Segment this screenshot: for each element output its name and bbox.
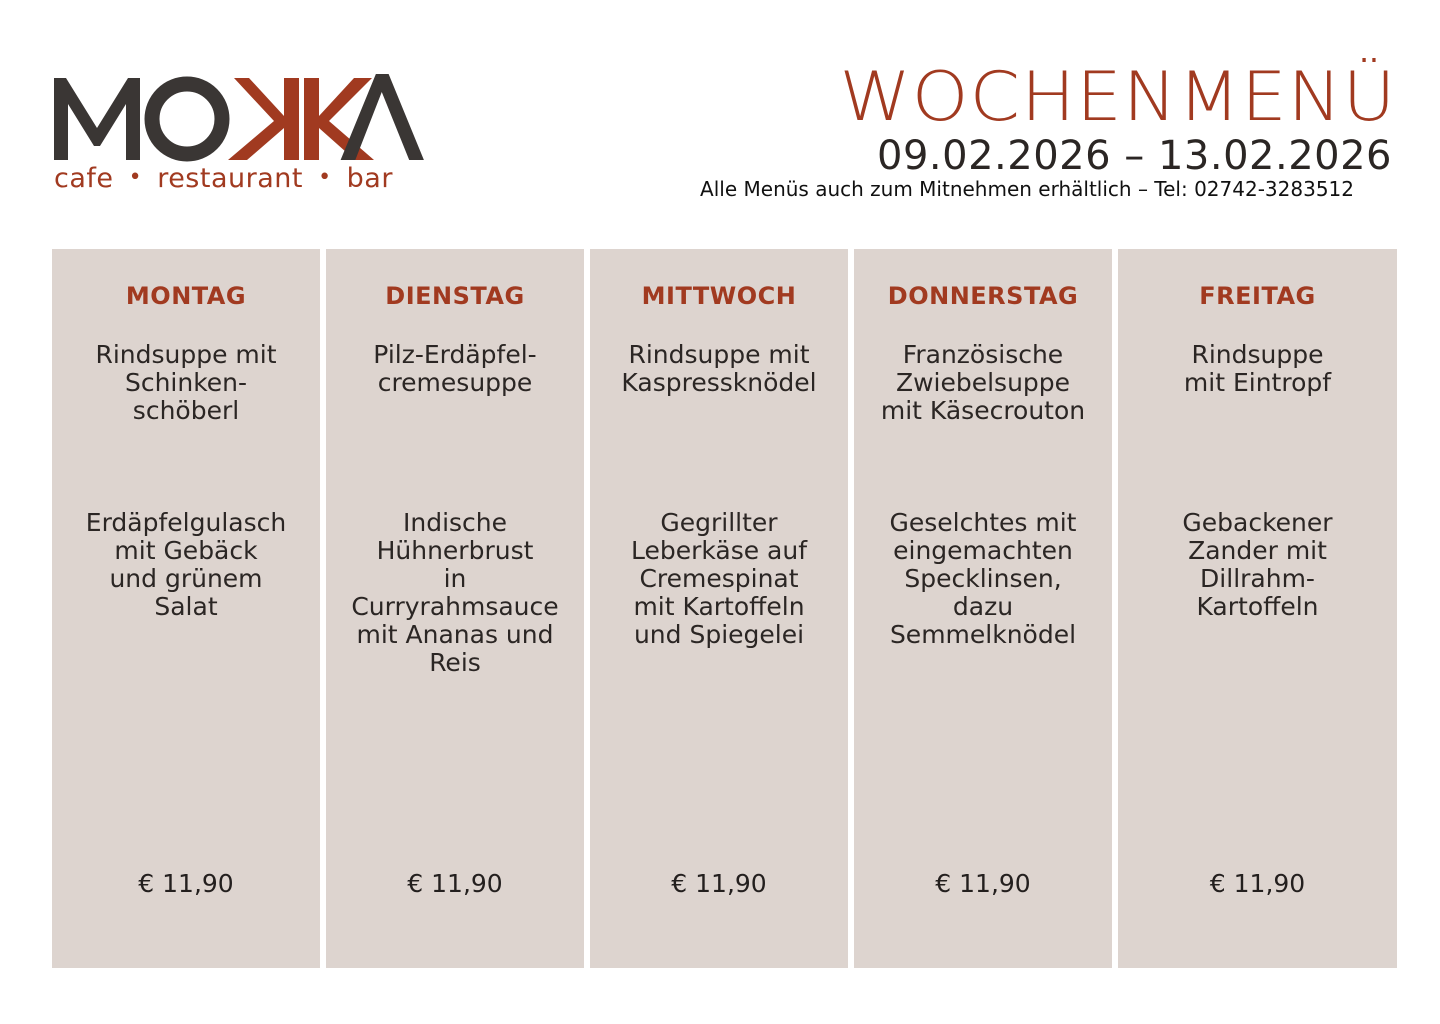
date-range: 09.02.2026 – 13.02.2026 xyxy=(877,133,1392,179)
main-dish: Geselchtes mit eingemachten Specklinsen, dazu Semmelknödel xyxy=(889,508,1077,649)
logo-wordmark xyxy=(52,66,432,166)
logo-tagline xyxy=(54,163,393,194)
day-name: DONNERSTAG xyxy=(887,282,1079,310)
main-dish: Erdäpfelgulasch mit Gebäck und grünem Salat xyxy=(85,508,287,621)
tagline-separator: • xyxy=(128,165,143,190)
day-name: MITTWOCH xyxy=(641,282,797,310)
main-dish: Indische Hühnerbrust in Curryrahmsauce mit Ananas und Reis xyxy=(351,508,559,677)
day-name: DIENSTAG xyxy=(385,282,525,310)
soup-item: Rindsuppe mit Kaspressknödel xyxy=(621,340,817,397)
day-column-monday xyxy=(52,249,320,968)
day-column-thursday xyxy=(854,249,1112,968)
tagline-restaurant: restaurant xyxy=(157,163,303,194)
soup-item: Französische Zwiebelsuppe mit Käsecrouton xyxy=(880,340,1086,425)
day-name: MONTAG xyxy=(125,282,247,310)
tagline-separator: • xyxy=(318,165,332,190)
price: € 11,90 xyxy=(935,869,1031,898)
price: € 11,90 xyxy=(407,869,503,898)
main-dish: Gebackener Zander mit Dillrahm- Kartoffeln xyxy=(1182,508,1333,621)
soup-item: Pilz-Erdäpfel- cremesuppe xyxy=(373,340,537,397)
price: € 11,90 xyxy=(671,869,767,898)
tagline-bar: bar xyxy=(346,163,393,194)
tagline-cafe: cafe xyxy=(54,163,114,194)
price: € 11,90 xyxy=(138,869,234,898)
page-title: WOCHENMENÜ xyxy=(838,58,1396,137)
day-name: FREITAG xyxy=(1199,282,1316,310)
main-dish: Gegrillter Leberkäse auf Cremespinat mit Kartoffeln und Spiegelei xyxy=(630,508,808,649)
weekly-menu xyxy=(52,249,1397,968)
day-column-tuesday xyxy=(326,249,584,968)
soup-item: Rindsuppe mit Schinken- schöberl xyxy=(95,340,277,425)
day-column-wednesday xyxy=(590,249,848,968)
price: € 11,90 xyxy=(1209,869,1306,898)
day-column-friday xyxy=(1118,249,1397,968)
takeaway-notice: Alle Menüs auch zum Mitnehmen erhältlich – Tel: 02742-3283512 xyxy=(700,177,1354,201)
soup-item: Rindsuppe mit Eintropf xyxy=(1183,340,1332,397)
